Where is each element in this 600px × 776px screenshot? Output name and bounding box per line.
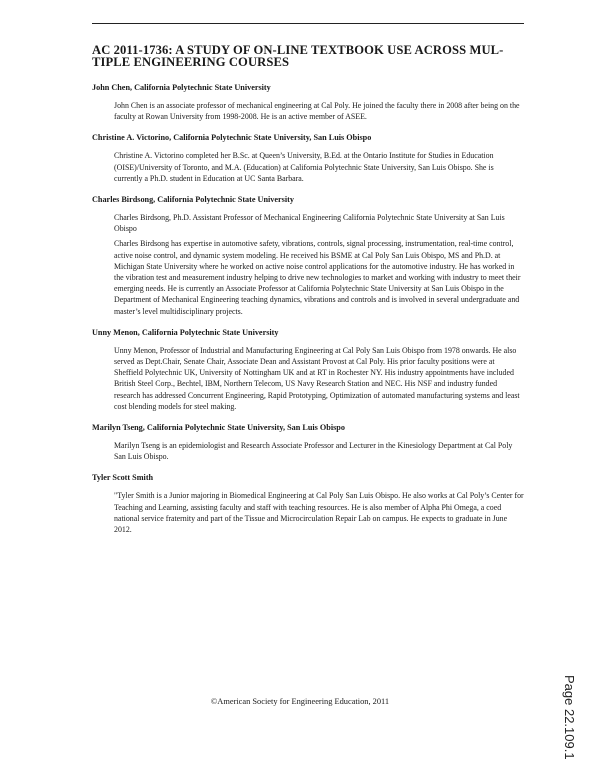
paper-title-line-2: TIPLE ENGINEERING COURSES — [92, 55, 290, 69]
author-bio-paragraph: Marilyn Tseng is an epidemiologist and Research Associate Professor and Lecturer in the Kinesiology Department at Cal Poly San Luis Obispo. — [114, 441, 513, 462]
author-bio-paragraph: Charles Birdsong has expertise in automotive safety, vibrations, controls, signal processing, instrumentation, real-time control, active noise control, and dynamic system modeling. He received his BSME at Cal Poly San Luis Obispo, MS and Ph.D. at Michigan State University where he worked on active noise control applications for the automotive industry. He has worked in the vibration test and measurement industry helping to drive new technologies to market and working with industry to meet their emerging needs. He is currently an Associate Professor at California Polytechnic State University at San Luis Obispo in the Department of Mechanical Engineering teaching dynamics, vibrations and controls and is involved in several undergraduate and master’s level multidisciplinary projects. — [114, 239, 521, 316]
page-number-label: Page 22.109.1 — [562, 675, 577, 760]
author-block — [92, 422, 524, 462]
paper-title — [92, 44, 532, 68]
author-name: Christine A. Victorino, California Polytechnic State University, San Luis Obispo — [92, 133, 372, 143]
paper-title-line-1: AC 2011-1736: A STUDY OF ON-LINE TEXTBOOK USE ACROSS MUL- — [92, 43, 504, 57]
author-name: John Chen, California Polytechnic State University — [92, 83, 271, 92]
author-block — [92, 82, 524, 122]
author-block — [92, 472, 524, 535]
author-block — [92, 327, 524, 412]
author-list — [92, 82, 524, 545]
author-name: Unny Menon, California Polytechnic State University — [92, 327, 279, 337]
copyright-footer: ©American Society for Engineering Education, 2011 — [210, 697, 390, 706]
author-block — [92, 132, 524, 184]
author-bio-paragraph: Christine A. Victorino completed her B.Sc. at Queen’s University, B.Ed. at the Ontario Institute for Studies in Education (OISE)/University of Toronto, and M.A. (Education) at California Polytechnic State University, San Luis Obispo. She is currently a Ph.D. student in Education at UC Santa Barbara. — [114, 151, 494, 183]
author-bio-paragraph: "Tyler Smith is a Junior majoring in Biomedical Engineering at Cal Poly San Luis Obispo. He also works at Cal Poly’s Center for Teaching and Learning, assisting faculty and staff with teaching resources. He is also member of Alpha Phi Omega, a coed national service fraternity and part of the Tissue and Microcirculation Repair Lab on campus. He expects to graduate in June 2012. — [114, 491, 524, 535]
author-block — [92, 194, 524, 317]
author-name: Marilyn Tseng, California Polytechnic State University, San Luis Obispo — [92, 423, 345, 433]
author-bio-paragraph: Unny Menon, Professor of Industrial and Manufacturing Engineering at Cal Poly San Luis Obispo from 1978 onwards. He also served as Dept.Chair, Senate Chair, Associate Dean and Assistant Provost at Cal Poly. His prior faculty positions were at Sheffield Polytechnic UK, University of Nottingham UK and at RT in Rochester NY. His industry appointments have included British Steel Corp., Bechtel, IBM, Northern Telecom, US Navy Research Station and NEC. His NSF and industry funded research has addressed Concurrent Engineering, Rapid Prototyping, Optimization of automated manufacturing systems and least cost blending models for steel making. — [114, 345, 520, 411]
header-rule — [92, 23, 524, 24]
author-name: Tyler Scott Smith — [92, 473, 154, 483]
author-name: Charles Birdsong, California Polytechnic State University — [92, 195, 294, 205]
author-bio-paragraph: John Chen is an associate professor of mechanical engineering at Cal Poly. He joined the faculty there in 2008 after being on the faculty at Rowan University from 1998-2008. He is an active member of ASEE. — [114, 101, 520, 122]
author-bio-paragraph: Charles Birdsong, Ph.D. Assistant Professor of Mechanical Engineering California Polytechnic State University at San Luis Obispo — [114, 213, 505, 234]
